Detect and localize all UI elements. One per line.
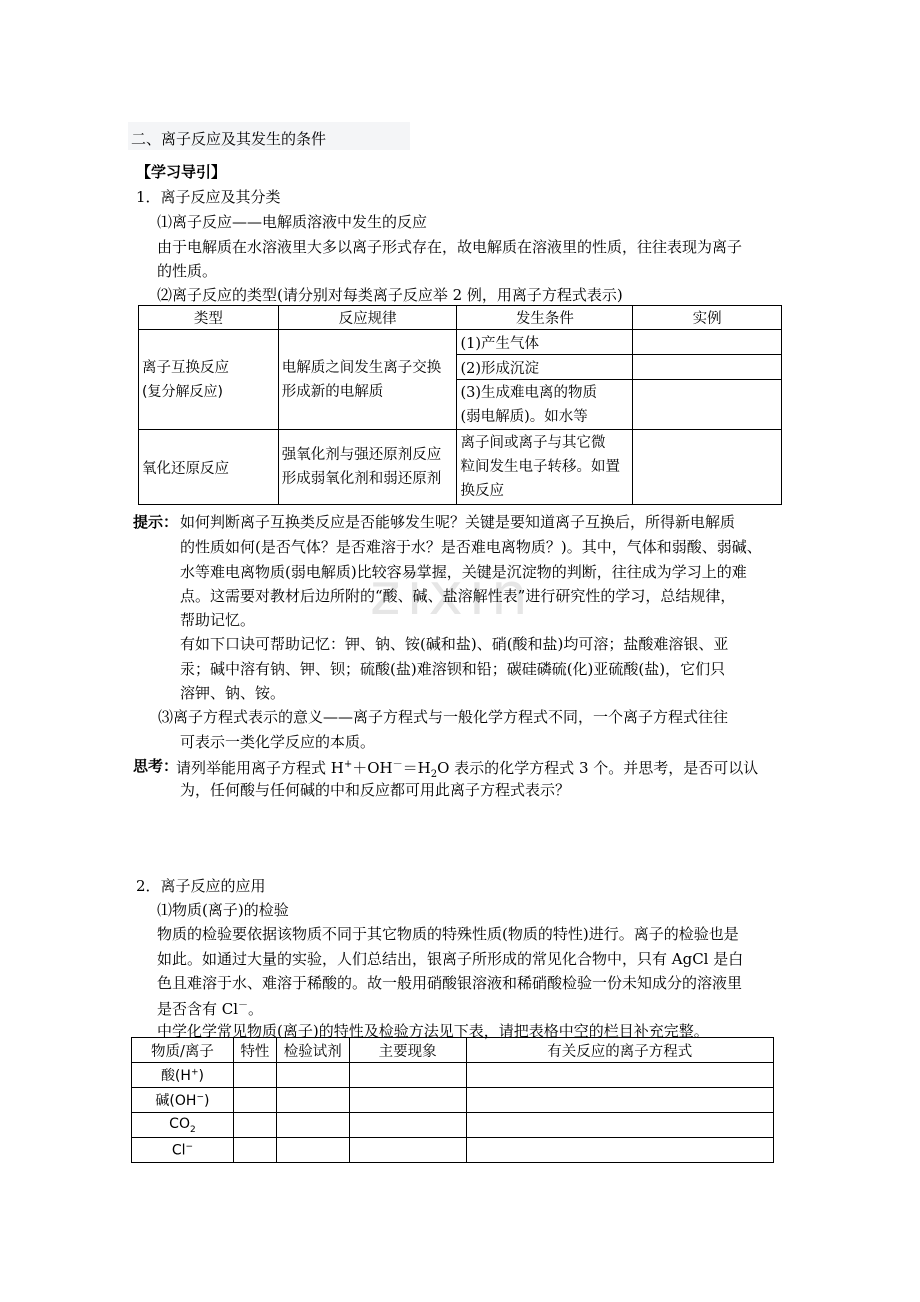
condition-cell [457,380,633,430]
s2-text: 。 [248,1000,264,1018]
think-line1 [176,755,758,780]
condition-line: (3)生成难电离的物质 [460,384,598,401]
condition-cell: (1)产生气体 [457,330,633,355]
s2-p1-title: ⑴物质(离子)的检验 [157,901,289,919]
header-cell: 有关反应的离子方程式 [466,1038,773,1063]
s1-p2-title: ⑵离子反应的类型(请分别对每类离子反应举 2 例，用离子方程式表示) [157,286,623,304]
header-cell: 类型 [139,306,279,330]
example-cell[interactable] [633,380,782,430]
s2-line: 如此。如通过大量的实验，人们总结出，银离子所形成的常见化合物中，只有 AgCl 是白 [157,950,744,968]
property-cell[interactable] [233,1088,276,1113]
s1-p1-line2: 的性质。 [157,262,218,280]
example-cell[interactable] [633,430,782,505]
condition-line: 换反应 [460,483,504,499]
rule-cell [278,330,457,430]
superscript: + [343,759,353,770]
table-row [139,430,782,505]
header-cell: 主要现象 [349,1038,466,1063]
subscript: 2 [189,1124,196,1135]
table-row [139,330,782,355]
header-cell: 反应规律 [278,306,457,330]
s1-p1-line1: 由于电解质在水溶液里大多以离子形式存在，故电解质在溶液里的性质，往往表现为离子 [157,238,743,256]
tip-line: 如何判断离子互换类反应是否能够发生呢？关键是要知道离子互换后，所得新电解质 [180,513,736,531]
condition-cell: (2)形成沉淀 [457,355,633,380]
condition-line: (弱电解质)。如水等 [460,408,588,425]
reagent-cell[interactable] [276,1113,349,1138]
phenomenon-cell[interactable] [349,1138,466,1163]
superscript: − [185,1141,194,1152]
s2-title: 2．离子反应的应用 [136,877,266,895]
s2-line4 [157,996,263,1019]
guide-label: 【学习导引】 [136,163,227,181]
reagent-cell[interactable] [276,1088,349,1113]
tip-line: 溶钾、钠、铵。 [180,684,286,702]
rule-line: 形成新的电解质 [281,383,384,400]
think-label: 思考： [133,757,179,775]
table-row [132,1138,774,1163]
example-cell[interactable] [633,355,782,380]
substance-cell [132,1088,234,1113]
phenomenon-cell[interactable] [349,1063,466,1088]
property-cell[interactable] [233,1113,276,1138]
rule-cell [278,430,457,505]
type-line: 离子互换反应 [142,359,229,376]
substance-text: ) [203,1093,210,1109]
watermark: zixin [370,560,534,628]
tip-line: 帮助记忆。 [180,611,256,629]
section-title: 二、离子反应及其发生的条件 [131,130,327,148]
think-text: 请列举能用离子方程式 H [176,759,344,777]
condition-cell [457,430,633,505]
substance-cell [132,1063,234,1088]
superscript: − [196,1092,204,1103]
think-text: ＋OH [352,759,393,777]
header-cell: 物质/离子 [132,1038,234,1063]
substance-text: ) [198,1068,204,1084]
substance-text: Cl [171,1142,186,1159]
rule-line: 形成弱氧化剂和弱还原剂 [281,471,442,487]
think-text: ＝H [402,759,431,777]
header-cell: 实例 [633,306,782,330]
rule-line: 电解质之间发生离子交换 [281,359,442,376]
s2-line: 中学化学常见物质(离子)的特性及检验方法见下表，请把表格中空的栏目补充完整。 [157,1022,709,1040]
table-row [132,1088,774,1113]
table-header-row [139,306,782,330]
table-header-row [132,1038,774,1063]
tip-line: 水等难电离物质(弱电解质)比较容易掌握，关键是沉淀物的判断，往往成为学习上的难 [180,563,747,581]
equation-cell[interactable] [466,1088,773,1113]
s1-title: 1．离子反应及其分类 [136,188,281,206]
tip-label: 提示： [133,513,179,531]
header-cell: 特性 [233,1038,276,1063]
p3-line: ⑶离子方程式表示的意义——离子方程式与一般化学方程式不同，一个离子方程式往往 [158,708,729,726]
type-line: (复分解反应) [142,383,223,400]
type-cell: 氧化还原反应 [139,430,279,505]
phenomenon-cell[interactable] [349,1113,466,1138]
condition-line: 粒间发生电子转移。如置 [460,459,620,475]
header-cell: 发生条件 [457,306,633,330]
table-row [132,1113,774,1138]
s2-line: 物质的检验要依据该物质不同于其它物质的特殊性质(物质的特性)进行。离子的检验也是 [157,925,739,943]
ion-test-table [131,1037,774,1163]
s1-p1-title: ⑴离子反应——电解质溶液中发生的反应 [157,213,428,231]
substance-text: 酸(H [160,1068,191,1084]
substance-text: 碱(OH [155,1093,197,1109]
reaction-type-table [138,305,782,505]
tip-line: 的性质如何(是否气体？是否难溶于水？是否难电离物质？)。其中，气体和弱酸、弱碱、 [180,538,762,556]
tip-line: 点。这需要对教材后边所附的“酸、碱、盐溶解性表”进行研究性的学习，总结规律， [180,587,736,605]
superscript: + [190,1067,199,1078]
s2-text: 是否含有 Cl [157,1000,239,1018]
think-line2: 为，任何酸与任何碱的中和反应都可用此离子方程式表示？ [180,781,571,799]
condition-line: 离子间或离子与其它微 [460,435,606,451]
substance-cell [132,1113,234,1138]
reagent-cell[interactable] [276,1063,349,1088]
think-text: O 表示的化学方程式 3 个。并思考，是否可以认 [437,759,759,777]
type-cell [139,330,279,430]
table-row [132,1063,774,1088]
property-cell[interactable] [233,1063,276,1088]
phenomenon-cell[interactable] [349,1088,466,1113]
subscript: 2 [430,769,438,780]
equation-cell[interactable] [466,1138,773,1163]
p3-line: 可表示一类化学反应的本质。 [180,733,376,751]
header-cell: 检验试剂 [276,1038,349,1063]
tip-line: 汞；碱中溶有钠、钾、钡；硫酸(盐)难溶钡和铅；碳硅磷硫(化)亚硫酸(盐)，它们只 [180,660,726,678]
equation-cell[interactable] [466,1113,773,1138]
substance-text: CO [169,1115,190,1132]
property-cell[interactable] [233,1138,276,1163]
reagent-cell[interactable] [276,1138,349,1163]
superscript: － [238,1000,249,1011]
equation-cell[interactable] [466,1063,773,1088]
rule-line: 强氧化剂与强还原剂反应 [281,447,442,463]
s2-line: 色且难溶于水、难溶于稀酸的。故一般用硝酸银溶液和稀硝酸检验一份未知成分的溶液里 [157,974,743,992]
tip-line: 有如下口诀可帮助记忆：钾、钠、铵(碱和盐)、硝(酸和盐)均可溶；盐酸难溶银、亚 [180,635,729,653]
example-cell[interactable] [633,330,782,355]
substance-cell [132,1138,234,1163]
superscript: － [392,759,403,770]
